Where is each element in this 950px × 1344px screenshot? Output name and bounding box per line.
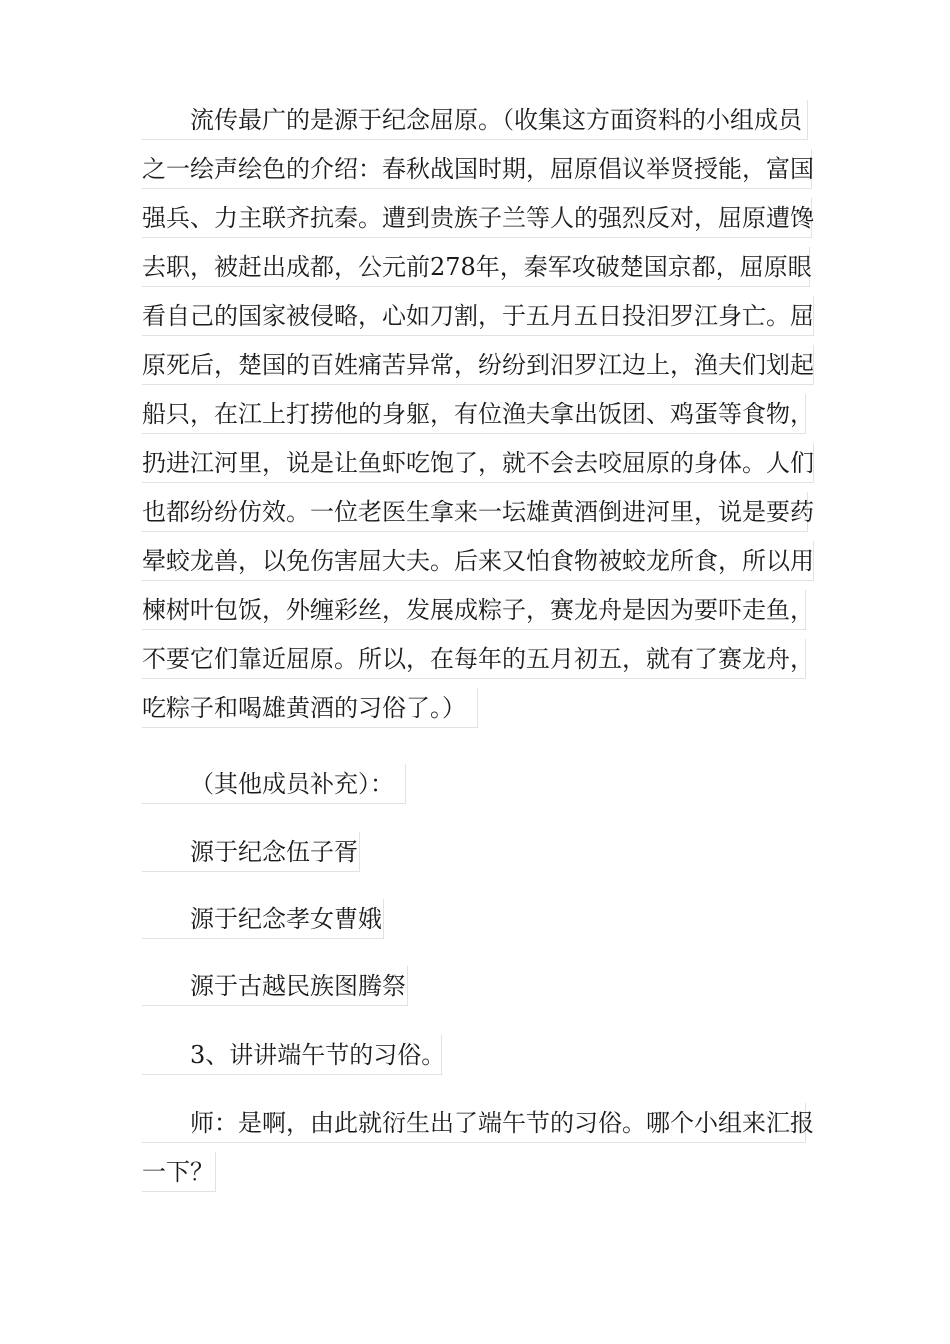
paragraph-1-line-7: 船只，在江上打捞他的身躯，有位渔夫拿出饭团、鸡蛋等食物，: [142, 394, 806, 434]
paragraph-2: （其他成员补充）：: [142, 764, 406, 804]
paragraph-1-line-13: 吃粽子和喝雄黄酒的习俗了。）: [142, 688, 478, 728]
paragraph-7-line-1: 师：是啊，由此就衍生出了端午节的习俗。哪个小组来汇报: [142, 1103, 806, 1143]
origin-item-3: 源于古越民族图腾祭: [142, 966, 408, 1006]
paragraph-1-line-8: 扔进江河里，说是让鱼虾吃饱了，就不会去咬屈原的身体。人们: [142, 443, 814, 483]
paragraph-1-line-12: 不要它们靠近屈原。所以，在每年的五月初五，就有了赛龙舟，: [142, 639, 806, 679]
section-heading-3: 3、讲讲端午节的习俗。: [142, 1035, 442, 1075]
paragraph-7-line-2: 一下？: [142, 1152, 216, 1192]
paragraph-1-line-1: 流传最广的是源于纪念屈原。（收集这方面资料的小组成员: [142, 100, 808, 140]
paragraph-1-line-4: 去职，被赶出成都，公元前278年，秦军攻破楚国京都，屈原眼: [142, 247, 810, 287]
paragraph-1-line-2: 之一绘声绘色的介绍：春秋战国时期，屈原倡议举贤授能，富国: [142, 149, 812, 189]
paragraph-1-line-11: 楝树叶包饭，外缠彩丝，发展成粽子，赛龙舟是因为要吓走鱼，: [142, 590, 806, 630]
paragraph-1-line-6: 原死后，楚国的百姓痛苦异常，纷纷到汨罗江边上，渔夫们划起: [142, 345, 814, 385]
paragraph-1-line-3: 强兵、力主联齐抗秦。遭到贵族子兰等人的强烈反对，屈原遭馋: [142, 198, 812, 238]
origin-item-2: 源于纪念孝女曹娥: [142, 899, 384, 939]
origin-item-1: 源于纪念伍子胥: [142, 832, 360, 872]
paragraph-1-line-9: 也都纷纷仿效。一位老医生拿来一坛雄黄酒倒进河里，说是要药: [142, 492, 808, 532]
paragraph-1-line-10: 晕蛟龙兽，以免伤害屈大夫。后来又怕食物被蛟龙所食，所以用: [142, 541, 814, 581]
paragraph-1-line-5: 看自己的国家被侵略，心如刀割，于五月五日投汨罗江身亡。屈: [142, 296, 814, 336]
